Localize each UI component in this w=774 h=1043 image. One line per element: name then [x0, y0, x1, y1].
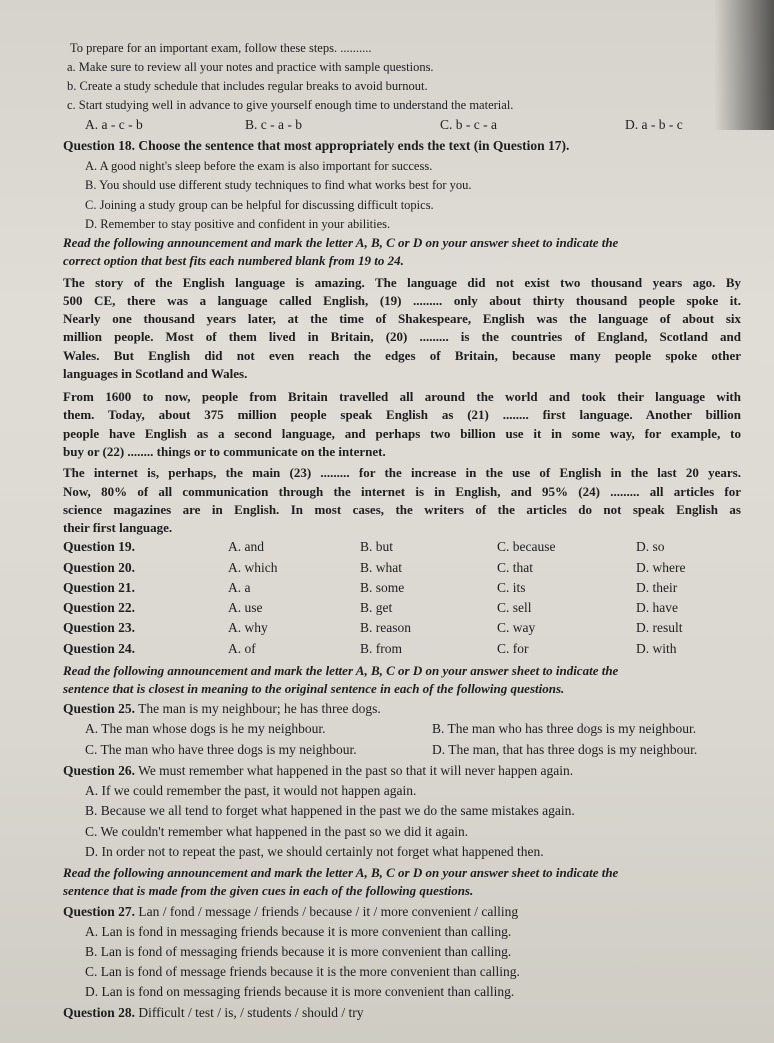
option-b: B. what	[360, 560, 402, 575]
option-d: D. so	[636, 539, 665, 554]
passage-line: their first language.	[63, 520, 173, 535]
q17-option-a: A. a - c - b	[85, 117, 143, 132]
q26-option-c: C. We couldn't remember what happened in the past so we did it again.	[85, 824, 469, 839]
instruction-3: Read the following announcement and mark the letter A, B, C or D on your answer sheet to indicate the	[63, 865, 619, 880]
option-b: B. get	[360, 600, 393, 615]
passage-line: The story of the English language is amazing. The language did not exist two thousand years ago. By	[63, 275, 741, 290]
option-d: D. result	[636, 620, 683, 635]
q27-option-a: A. Lan is fond in messaging friends because it is more convenient than calling.	[85, 924, 512, 939]
q18-option-a: A. A good night's sleep before the exam is also important for success.	[85, 159, 433, 173]
question-label: Question 20.	[63, 560, 136, 575]
option-d: D. have	[636, 600, 678, 615]
q26-stem	[63, 762, 573, 780]
option-b: B. from	[360, 641, 402, 656]
option-c: C. sell	[497, 600, 532, 615]
option-b: B. some	[360, 580, 405, 595]
q27-option-d: D. Lan is fond on messaging friends because it is more convenient than calling.	[85, 984, 515, 999]
option-a: A. of	[228, 641, 256, 656]
option-a: A. which	[228, 560, 278, 575]
q26-option-a: A. If we could remember the past, it would not happen again.	[85, 783, 417, 798]
q25-label: Question 25.	[63, 701, 136, 716]
option-d: D. with	[636, 641, 677, 656]
option-c: C. because	[497, 539, 556, 554]
q27-option-c: C. Lan is fond of message friends because it is the more convenient than calling.	[85, 964, 520, 979]
q25-option-b: B. The man who has three dogs is my neighbour.	[432, 721, 697, 736]
q18-option-b: B. You should use different study techniques to find what works best for you.	[85, 178, 472, 192]
option-a: A. use	[228, 600, 263, 615]
q25-option-d: D. The man, that has three dogs is my neighbour.	[432, 742, 698, 757]
q27-stem	[63, 903, 518, 921]
q27-label: Question 27.	[63, 904, 136, 919]
option-b: B. reason	[360, 620, 411, 635]
passage-line: buy or (22) ........ things or to communicate on the internet.	[63, 444, 386, 459]
step-b: b. Create a study schedule that includes regular breaks to avoid burnout.	[67, 79, 428, 93]
passage-line: Wales. But English did not even reach the edges of Britain, because many people spoke other	[63, 348, 741, 363]
passage-line: Now, 80% of all communication through the internet is in English, and 95% (24) ......... all articles for	[63, 484, 741, 499]
passage-line: 500 CE, there was a language called English, (19) ......... only about thirty thousand people spoke it.	[63, 293, 741, 308]
option-b: B. but	[360, 539, 394, 554]
passage-line: science magazines are in English. In most cases, the writers of the articles do not speak English as	[63, 502, 741, 517]
instruction-2-cont: sentence that is closest in meaning to the original sentence in each of the following questions.	[63, 681, 565, 696]
option-c: C. that	[497, 560, 533, 575]
option-d: D. their	[636, 580, 678, 595]
q25-stem	[63, 700, 381, 718]
q18-stem: Question 18. Choose the sentence that most appropriately ends the text (in Question 17).	[63, 138, 570, 153]
instruction-1-cont: correct option that best fits each numbered blank from 19 to 24.	[63, 253, 404, 268]
step-c: c. Start studying well in advance to give yourself enough time to understand the material.	[67, 98, 514, 112]
passage-line: The internet is, perhaps, the main (23) ......... for the increase in the use of English in the last 20 years.	[63, 465, 741, 480]
q17-option-b: B. c - a - b	[245, 117, 302, 132]
passage-line: people have English as a second language, and perhaps two billion use it in some way, for example, to	[63, 426, 741, 441]
instruction-2: Read the following announcement and mark the letter A, B, C or D on your answer sheet to indicate the	[63, 663, 619, 678]
question-label: Question 19.	[63, 539, 136, 554]
q25-text: The man is my neighbour; he has three dogs.	[138, 701, 381, 716]
q18-option-c: C. Joining a study group can be helpful for discussing difficult topics.	[85, 198, 434, 212]
instruction-3-cont: sentence that is made from the given cues in each of the following questions.	[63, 883, 474, 898]
q27-text: Lan / fond / message / friends / because / it / more convenient / calling	[138, 904, 519, 919]
instruction-1: Read the following announcement and mark the letter A, B, C or D on your answer sheet to indicate the	[63, 235, 619, 250]
option-a: A. and	[228, 539, 264, 554]
option-c: C. for	[497, 641, 529, 656]
step-a: a. Make sure to review all your notes and practice with sample questions.	[67, 60, 434, 74]
q17-option-d: D. a - b - c	[625, 117, 683, 132]
q25-option-a: A. The man whose dogs is he my neighbour.	[85, 721, 326, 736]
q28-label: Question 28.	[63, 1005, 136, 1020]
q26-option-b: B. Because we all tend to forget what happened in the past we do the same mistakes again.	[85, 803, 575, 818]
question-label: Question 22.	[63, 600, 136, 615]
passage-line: Nearly one thousand years later, at the time of Shakespeare, English was the language of about six	[63, 311, 741, 326]
q26-label: Question 26.	[63, 763, 136, 778]
q17-option-c: C. b - c - a	[440, 117, 497, 132]
option-a: A. a	[228, 580, 251, 595]
option-a: A. why	[228, 620, 268, 635]
passage-line: languages in Scotland and Wales.	[63, 366, 248, 381]
passage-line: From 1600 to now, people from Britain travelled all around the world and took their language with	[63, 389, 741, 404]
question-label: Question 23.	[63, 620, 136, 635]
option-c: C. its	[497, 580, 526, 595]
q27-option-b: B. Lan is fond of messaging friends because it is more convenient than calling.	[85, 944, 512, 959]
q28-stem	[63, 1004, 364, 1022]
question-label: Question 21.	[63, 580, 136, 595]
q25-option-c: C. The man who have three dogs is my neighbour.	[85, 742, 357, 757]
intro-line: To prepare for an important exam, follow these steps. ..........	[70, 41, 372, 55]
passage-line: million people. Most of them lived in Britain, (20) ......... is the countries of England, Scotland and	[63, 329, 741, 344]
q18-option-d: D. Remember to stay positive and confident in your abilities.	[85, 217, 391, 231]
passage-line: them. Today, about 375 million people speak English as (21) ........ first language. Another billion	[63, 407, 741, 422]
q26-text: We must remember what happened in the past so that it will never happen again.	[138, 763, 574, 778]
option-c: C. way	[497, 620, 536, 635]
page-shadow	[714, 0, 774, 130]
q26-option-d: D. In order not to repeat the past, we should certainly not forget what happened then.	[85, 844, 544, 859]
q28-text: Difficult / test / is, / students / should / try	[138, 1005, 364, 1020]
question-label: Question 24.	[63, 641, 136, 656]
option-d: D. where	[636, 560, 686, 575]
